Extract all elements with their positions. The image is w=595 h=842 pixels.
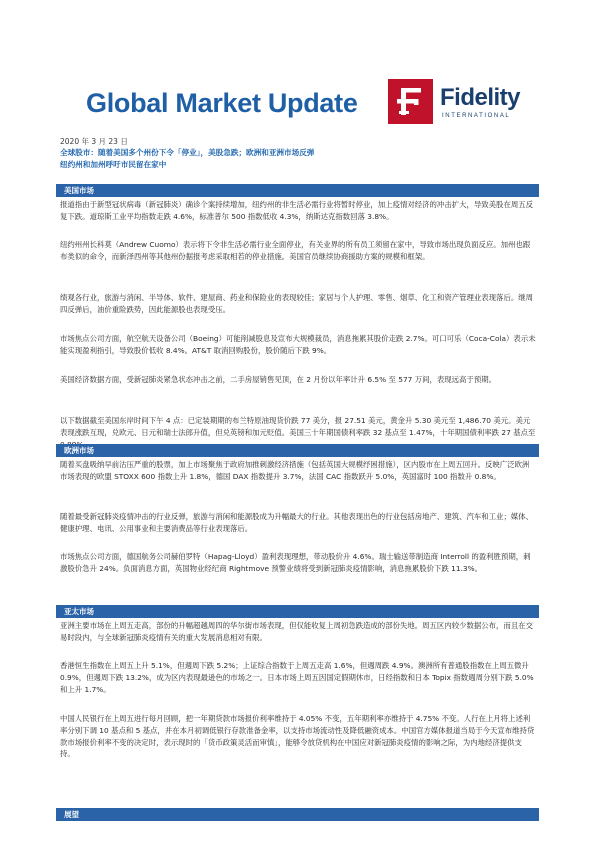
report-date: 2020 年 3 月 23 日 xyxy=(60,137,128,146)
us-paragraph: 市场焦点公司方面，航空航天设备公司（Boeing）可能削减股息及宣布大规模裁员，消息拖累其股价走跌 2.7%。可口可乐（Coca-Cola）表示未能实现盈利指引，导致股价低收 8.4%。AT&T 取消回购股份，股价随后下跌 9%。 xyxy=(60,334,536,355)
asia-paragraph: 亚洲主要市场在上周五走高，部份的升幅超越周四的华尔街市场表现，但仅能收复上周初急跌造成的部份失地。周五区内较少数据公布，而且在交易时段内，与全球新冠肺炎疫情有关的重大发展消息相对有限。 xyxy=(60,621,534,642)
europe-paragraph: 随着买盘吸纳早前沽压严重的股票，加上市场聚焦于政府加推刺激经济措施（包括英国大规模纾困措施），区内股市在上周五回升。反映广泛欧洲市场表现的欧盟 STOXX 600 指数上升 1.8%，德国 DAX 指数提升 3.7%，法国 CAC 指数跃升 5.0%，英国富时 100 指数升 0.8%。 xyxy=(60,460,530,481)
report-title: Global Market Update xyxy=(86,88,358,118)
section-bar-us xyxy=(56,184,539,197)
headline-main: 全球股市：随着美国多个州份下令「停业」，美股急跌；欧洲和亚洲市场反弹 xyxy=(60,148,315,157)
section-bar-outlook xyxy=(56,808,539,821)
section-title-us: 美国市场 xyxy=(64,186,94,195)
headline-secondary: 纽约州和加州呼吁市民留在家中 xyxy=(60,160,167,169)
fidelity-logo-icon xyxy=(388,79,433,124)
section-title-europe: 欧洲市场 xyxy=(64,446,94,455)
section-bar-europe xyxy=(56,444,539,457)
section-bar-asia-pacific xyxy=(56,605,539,618)
us-paragraph: 纽约州州长科莫（Andrew Cuomo）表示将下令非生活必需行业全面停业，有关业界的所有员工须留在家中，导致市场出现负面反应。加州也跟布类似的命令，而新泽西州等其他州份据报考虑采取相若的停业措施。美国官员继续协商援助方案的规模和框架。 xyxy=(60,240,531,261)
section-title-asia-pacific: 亚太市场 xyxy=(64,607,94,616)
brand-name: Fidelity xyxy=(440,84,521,111)
us-paragraph: 绩观各行业，旅游与消闲、半导体、软件、建屋商、药业和保险业的表现较佳；家居与个人护理、零售、烟草、化工和资产管理业表现落后。继周四反弹后，油价重险跌势，因此能源股也表现受压。 xyxy=(60,293,534,314)
us-paragraph: 美国经济数据方面，受新冠肺炎紧急状态冲击之前，二手房屋销售见顶，在 2 月份以年率计升 6.5% 至 577 万间，表现远高于预期。 xyxy=(60,375,496,384)
us-paragraph: 报道指由于新型冠状病毒（新冠肺炎）确诊个案持续增加，纽约州的非生活必需行业将暂时停业，加上疫情对经济的冲击扩大，导致美股在周五反复下跌。道琼斯工业平均指数走跌 4.6%，标准普尔 500 指数低收 4.3%，纳斯达克指数回落 3.8%。 xyxy=(60,200,534,221)
asia-paragraph: 香港恒生指数在上周五上升 5.1%，但週周下跌 5.2%；上证综合指数于上周五走高 1.6%，但週周跌 4.9%。澳洲所有普通股指数在上周五微升 0.9%，但週周下跌 13.2%，成为区内表现最逊色的市场之一。日本市场上周五因国定假期休市，日经指数和日本 Topix 指数週周分别下跌 5.0% 和上升 1.7%。 xyxy=(60,661,534,694)
us-paragraph: 以下数据截至美国东岸时间下午 4 点：已定装期期的布兰特原油现货价跌 77 美分，报 27.51 美元，黄金升 5.30 美元至 1,486.70 美元。美元表现涨跌互现，兑欧元、日元和瑞士法郎升值，但兑英镑和加元贬值。美国三十年期国债利率跌 32 基点至 1.47%，十年期国债利率跌 27 基点至 xyxy=(60,416,536,437)
brand-subtitle: INTERNATIONAL xyxy=(442,113,511,119)
report-header xyxy=(56,62,536,132)
europe-paragraph: 随着最受新冠肺炎疫情冲击的行业反弹，旅游与消闲和能源股成为升幅最大的行业。其他表现出色的行业包括房地产、建筑、汽车和工业；媒体、健康护理、电讯、公用事业和主要消费品等行业表现落后。 xyxy=(60,512,534,533)
europe-paragraph: 市场焦点公司方面，德国航务公司赫伯罗特（Hapag-Lloyd）盈利表现理想，带动股价升 4.6%。瑞士输送带制造商 Interroll 的盈利胜预期，刺激股价急升 24%。负面消息方面，英国物业经纪商 Rightmove 预警业绩将受到新冠肺炎疫情影响，消息拖累股价下跌 11.3%。 xyxy=(60,552,531,573)
section-title-outlook: 展望 xyxy=(64,810,79,819)
asia-paragraph: 中国人民银行在上周五进行每月回顾，把一年期贷款市场报价利率维持于 4.05% 不变，五年期利率亦维持于 4.75% 不变。人行在上月将上述利率分别下调 10 基点和 5 基点，并在本月初调低银行存款准备金率，以支持市场流动性及降低融资成本。中国官方媒体报道当局于今天宣布维持贷款市场报价利率不变的决定时，表示现时的「货币政策灵活而审慎」，能够令放贷机构在中国应对新冠肺炎疫情的影响之际，为内地经济提供支持。 xyxy=(60,714,535,759)
